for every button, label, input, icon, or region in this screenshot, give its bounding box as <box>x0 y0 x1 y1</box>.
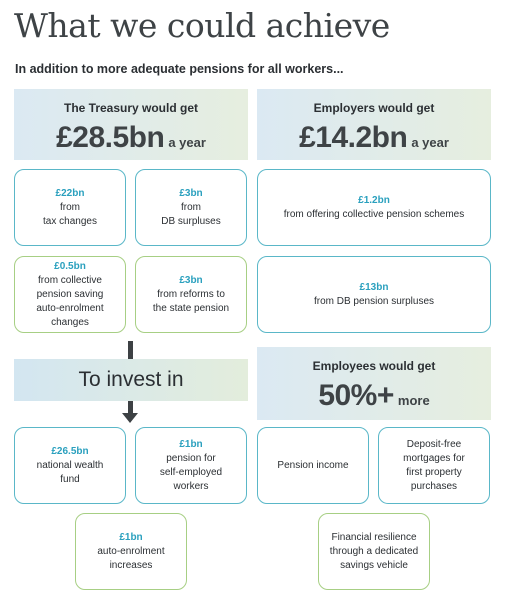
employers-amount: £14.2bn <box>299 121 408 154</box>
treasury-amount: £28.5bn <box>56 121 165 154</box>
invest-card-self-employed <box>135 427 247 504</box>
card-description: from DB pension surpluses <box>313 295 435 307</box>
treasury-card-db-surpluses <box>135 169 247 246</box>
card-amount: £13bn <box>359 281 389 293</box>
arrow-stem-top <box>128 341 133 359</box>
treasury-unit: a year <box>168 135 206 150</box>
card-amount: £22bn <box>55 187 85 199</box>
card-amount: £3bn <box>179 187 203 199</box>
page-title: What we could achieve <box>14 6 390 45</box>
employers-label: Employers would get <box>313 101 435 115</box>
employers-header <box>257 89 491 160</box>
invest-banner <box>14 359 248 401</box>
employers-card-db-surpluses <box>257 256 491 333</box>
invest-card-wealth-fund <box>14 427 126 504</box>
card-description: from tax changes <box>43 201 97 227</box>
treasury-header <box>14 89 248 160</box>
card-description: national wealth fund <box>36 459 104 485</box>
employers-card-collective-schemes <box>257 169 491 246</box>
card-description: from collective pension saving auto-enrolment changes <box>36 274 104 328</box>
card-description: Financial resilience through a dedicated savings vehicle <box>329 531 419 571</box>
employees-card-mortgages <box>378 427 490 504</box>
employees-label: Employees would get <box>312 359 436 373</box>
employees-unit: more <box>397 393 430 408</box>
card-amount: £1.2bn <box>358 194 390 206</box>
card-amount: £0.5bn <box>54 260 86 272</box>
treasury-card-state-pension <box>135 256 247 333</box>
card-amount: £3bn <box>179 274 203 286</box>
card-description: Deposit-free mortgages for first property purchases <box>403 438 465 492</box>
card-description: Pension income <box>277 459 349 471</box>
treasury-label: The Treasury would get <box>63 101 199 115</box>
card-amount: £1bn <box>119 531 143 543</box>
employees-header <box>257 347 491 420</box>
card-description: auto-enrolment increases <box>97 545 165 571</box>
employees-card-financial-resilience <box>318 513 430 590</box>
card-description: pension for self-employed workers <box>159 452 223 492</box>
employees-card-pension-income <box>257 427 369 504</box>
card-description: from reforms to the state pension <box>152 288 230 314</box>
card-amount: £1bn <box>179 438 203 450</box>
card-amount: £26.5bn <box>51 445 89 457</box>
arrow-down-icon <box>122 413 138 423</box>
arrow-stem-bottom <box>128 401 133 413</box>
invest-label: To invest in <box>78 368 184 391</box>
employers-unit: a year <box>411 135 449 150</box>
treasury-card-collective-saving <box>14 256 126 333</box>
employees-amount: 50%+ <box>318 379 394 412</box>
treasury-card-tax <box>14 169 126 246</box>
page-subtitle: In addition to more adequate pensions for all workers... <box>15 62 344 76</box>
card-description: from offering collective pension schemes <box>283 208 465 220</box>
card-description: from DB surpluses <box>161 201 221 227</box>
invest-card-auto-enrolment <box>75 513 187 590</box>
